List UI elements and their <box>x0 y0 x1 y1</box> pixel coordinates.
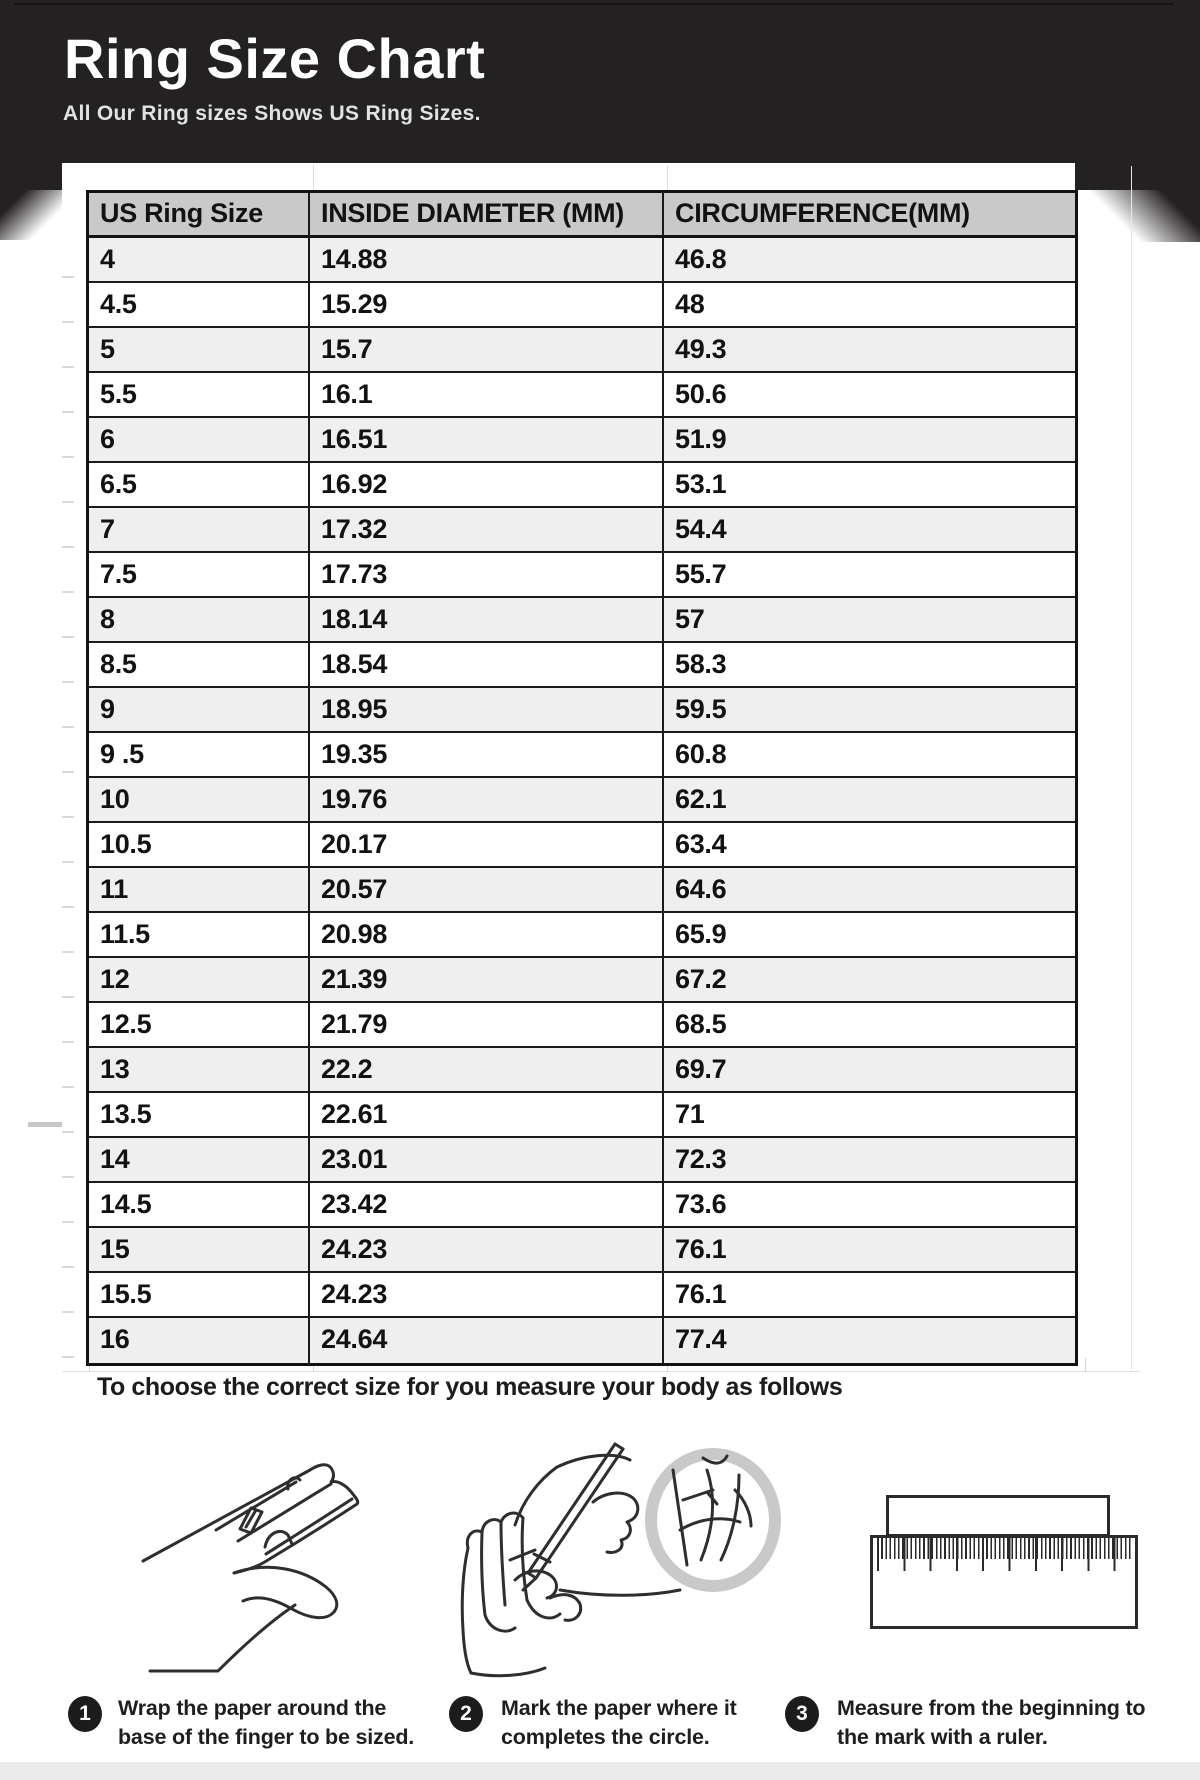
step-2-number: 2 <box>460 1702 472 1725</box>
column-header: INSIDE DIAMETER (MM) <box>310 193 664 238</box>
table-cell: 6.5 <box>89 463 310 508</box>
table-cell: 12 <box>89 958 310 1003</box>
gridline-artifact <box>62 1371 1140 1372</box>
table-cell: 15.7 <box>310 328 664 373</box>
table-cell: 12.5 <box>89 1003 310 1048</box>
table-cell: 48 <box>664 283 1075 328</box>
table-cell: 13.5 <box>89 1093 310 1138</box>
table-cell: 8 <box>89 598 310 643</box>
table-cell: 14.88 <box>310 238 664 283</box>
table-cell: 11.5 <box>89 913 310 958</box>
page-subtitle: All Our Ring sizes Shows US Ring Sizes. <box>63 102 481 125</box>
table-cell: 16.1 <box>310 373 664 418</box>
page-title: Ring Size Chart <box>64 27 486 90</box>
banner-corner-fade-right <box>1070 188 1200 242</box>
table-cell: 15 <box>89 1228 310 1273</box>
table-cell: 46.8 <box>664 238 1075 283</box>
table-cell: 76.1 <box>664 1273 1075 1318</box>
ruler-ticks-minor <box>877 1538 1131 1559</box>
table-cell: 24.23 <box>310 1228 664 1273</box>
table-cell: 15.5 <box>89 1273 310 1318</box>
table-cell: 55.7 <box>664 553 1075 598</box>
table-cell: 9 <box>89 688 310 733</box>
table-cell: 14.5 <box>89 1183 310 1228</box>
table-cell: 16 <box>89 1318 310 1363</box>
table-cell: 23.01 <box>310 1138 664 1183</box>
step-1-text: Wrap the paper around the base of the finger to be sized. <box>118 1696 415 1749</box>
table-cell: 49.3 <box>664 328 1075 373</box>
table-cell: 6 <box>89 418 310 463</box>
step-1-number-badge <box>68 1696 102 1732</box>
table-cell: 13 <box>89 1048 310 1093</box>
table-cell: 9 .5 <box>89 733 310 778</box>
table-cell: 21.39 <box>310 958 664 1003</box>
table-cell: 5 <box>89 328 310 373</box>
table-cell: 68.5 <box>664 1003 1075 1048</box>
table-cell: 21.79 <box>310 1003 664 1048</box>
table-cell: 20.98 <box>310 913 664 958</box>
step-3-number-badge <box>785 1696 819 1732</box>
table-cell: 4.5 <box>89 283 310 328</box>
table-cell: 72.3 <box>664 1138 1075 1183</box>
table-cell: 64.6 <box>664 868 1075 913</box>
table-cell: 23.42 <box>310 1183 664 1228</box>
table-cell: 19.76 <box>310 778 664 823</box>
table-cell: 14 <box>89 1138 310 1183</box>
hand-mark-illustration <box>455 1430 785 1685</box>
gridline-artifact <box>1131 166 1132 1372</box>
hand-wrap-illustration <box>138 1455 363 1680</box>
table-cell: 5.5 <box>89 373 310 418</box>
ring-size-table <box>86 190 1078 1366</box>
table-cell: 22.61 <box>310 1093 664 1138</box>
table-cell: 4 <box>89 238 310 283</box>
step-1-number: 1 <box>79 1702 91 1725</box>
table-cell: 10 <box>89 778 310 823</box>
table-cell: 18.95 <box>310 688 664 733</box>
table-cell: 63.4 <box>664 823 1075 868</box>
table-cell: 22.2 <box>310 1048 664 1093</box>
ruler <box>870 1535 1138 1629</box>
footer-band <box>0 1762 1200 1780</box>
step-2-text: Mark the paper where it completes the circle. <box>501 1696 737 1749</box>
table-cell: 54.4 <box>664 508 1075 553</box>
ruler-illustration <box>862 1490 1152 1632</box>
table-cell: 19.35 <box>310 733 664 778</box>
table-cell: 73.6 <box>664 1183 1075 1228</box>
paper-strip <box>886 1495 1110 1537</box>
table-cell: 76.1 <box>664 1228 1075 1273</box>
table-cell: 71 <box>664 1093 1075 1138</box>
gridline-artifact <box>667 165 668 190</box>
step-2-number-badge <box>449 1696 483 1732</box>
step-3-number: 3 <box>796 1702 808 1725</box>
table-cell: 51.9 <box>664 418 1075 463</box>
gridline-artifact <box>62 233 74 1359</box>
table-cell: 17.32 <box>310 508 664 553</box>
table-cell: 77.4 <box>664 1318 1075 1363</box>
table-cell: 59.5 <box>664 688 1075 733</box>
table-cell: 69.7 <box>664 1048 1075 1093</box>
table-cell: 24.23 <box>310 1273 664 1318</box>
table-cell: 58.3 <box>664 643 1075 688</box>
table-cell: 20.57 <box>310 868 664 913</box>
table-cell: 65.9 <box>664 913 1075 958</box>
scan-artifact <box>28 1122 62 1127</box>
table-cell: 18.54 <box>310 643 664 688</box>
table-cell: 60.8 <box>664 733 1075 778</box>
table-cell: 62.1 <box>664 778 1075 823</box>
table-cell: 57 <box>664 598 1075 643</box>
table-cell: 50.6 <box>664 373 1075 418</box>
gridline-artifact <box>313 165 314 190</box>
table-cell: 16.51 <box>310 418 664 463</box>
column-header: US Ring Size <box>89 193 310 238</box>
table-cell: 17.73 <box>310 553 664 598</box>
table-cell: 11 <box>89 868 310 913</box>
step-3-text: Measure from the beginning to the mark with a ruler. <box>837 1696 1146 1749</box>
header-banner <box>0 0 1200 190</box>
table-cell: 53.1 <box>664 463 1075 508</box>
table-cell: 16.92 <box>310 463 664 508</box>
gridline-artifact <box>1085 1358 1086 1372</box>
table-cell: 7 <box>89 508 310 553</box>
table-cell: 24.64 <box>310 1318 664 1363</box>
column-header: CIRCUMFERENCE(MM) <box>664 193 1075 238</box>
banner-hairline <box>14 3 1174 5</box>
instructions-heading: To choose the correct size for you measure your body as follows <box>97 1373 843 1401</box>
table-cell: 15.29 <box>310 283 664 328</box>
table-cell: 10.5 <box>89 823 310 868</box>
table-cell: 8.5 <box>89 643 310 688</box>
table-cell: 18.14 <box>310 598 664 643</box>
table-cell: 20.17 <box>310 823 664 868</box>
table-cell: 7.5 <box>89 553 310 598</box>
table-cell: 67.2 <box>664 958 1075 1003</box>
